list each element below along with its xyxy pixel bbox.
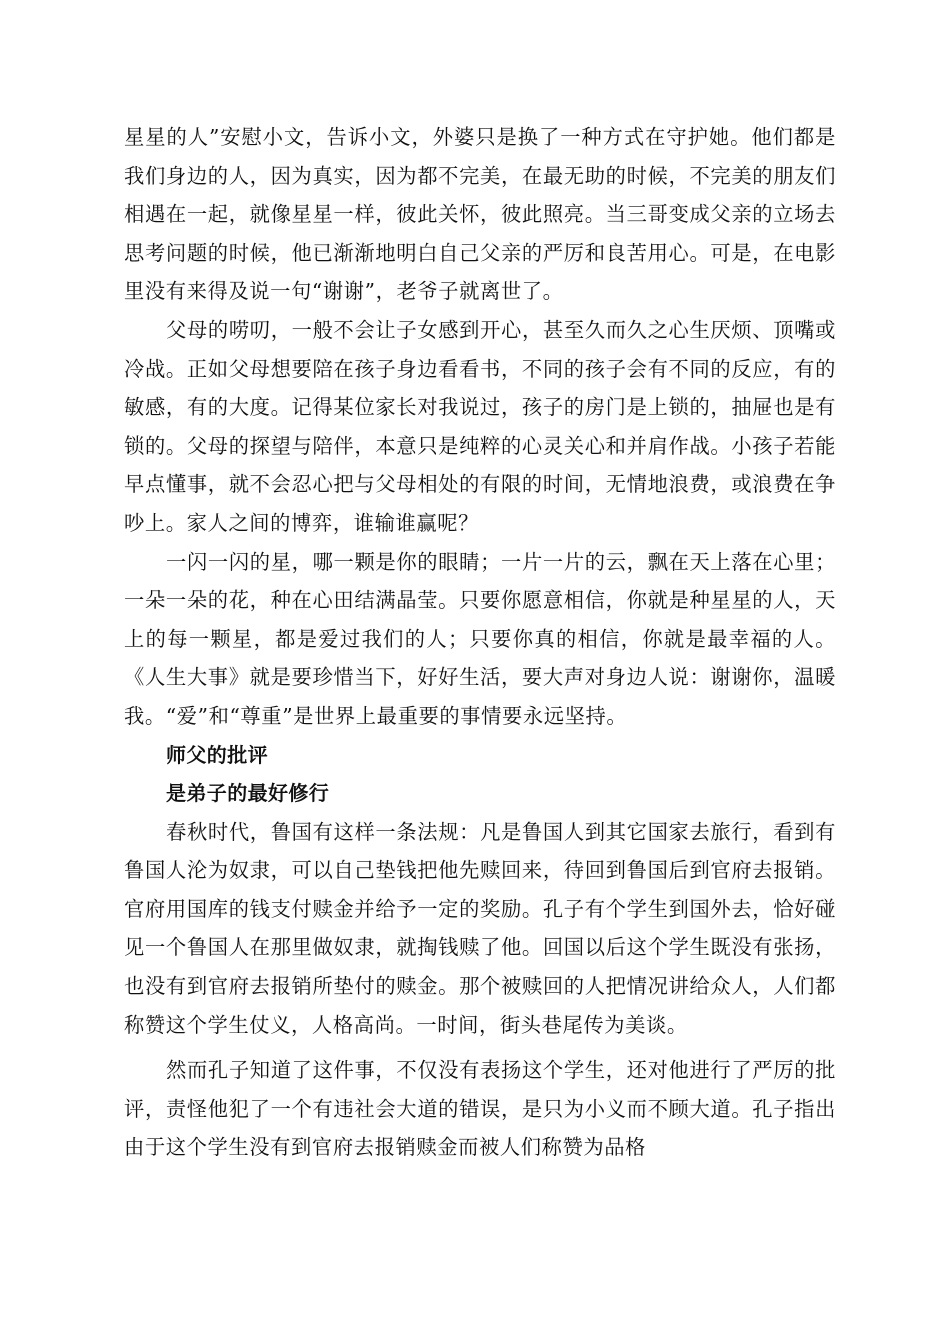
paragraph-4: 春秋时代，鲁国有这样一条法规：凡是鲁国人到其它国家去旅行，看到有鲁国人沦为奴隶，可以自己垫钱把他先赎回来，待回到鲁国后到官府去报销。官府用国库的钱支付赎金并给予一定的奖励。孔子有个学生到国外去，恰好碰见一个鲁国人在那里做奴隶，就掏钱赎了他。回国以后这个学生既没有张扬，也没有到官府去报销所垫付的赎金。那个被赎回的人把情况讲给众人，人们都称赞这个学生仗义，人格高尚。一时间，街头巷尾传为美谈。 [124, 819, 836, 1037]
document-page [124, 118, 836, 1167]
section-heading-line-2: 是弟子的最好修行 [166, 781, 330, 806]
paragraph-2: 父母的唠叨，一般不会让子女感到开心，甚至久而久之心生厌烦、顶嘴或冷战。正如父母想要陪在孩子身边看看书，不同的孩子会有不同的反应，有的敏感，有的大度。记得某位家长对我说过，孩子的房门是上锁的，抽屉也是有锁的。父母的探望与陪伴，本意只是纯粹的心灵关心和并肩作战。小孩子若能早点懂事，就不会忍心把与父母相处的有限的时间，无情地浪费，或浪费在争吵上。家人之间的博弈，谁输谁赢呢？ [124, 317, 836, 535]
paragraph-3: 一闪一闪的星，哪一颗是你的眼睛；一片一片的云，飘在天上落在心里；一朵一朵的花，种在心田结满晶莹。只要你愿意相信，你就是种星星的人，天上的每一颗星，都是爱过我们的人；只要你真的相信，你就是最幸福的人。《人生大事》就是要珍惜当下，好好生活，要大声对身边人说：谢谢你，温暖我。“爱”和“尊重”是世界上最重要的事情要永远坚持。 [124, 549, 836, 728]
paragraph-5: 然而孔子知道了这件事，不仅没有表扬这个学生，还对他进行了严厉的批评，责怪他犯了一个有违社会大道的错误，是只为小义而不顾大道。孔子指出由于这个学生没有到官府去报销赎金而被人们称赞为品格 [124, 1058, 836, 1160]
section-heading-line-1: 师父的批评 [166, 742, 268, 767]
paragraph-1: 星星的人”安慰小文，告诉小文，外婆只是换了一种方式在守护她。他们都是我们身边的人，因为真实，因为都不完美，在最无助的时候，不完美的朋友们相遇在一起，就像星星一样，彼此关怀，彼此照亮。当三哥变成父亲的立场去思考问题的时候，他已渐渐地明白自己父亲的严厉和良苦用心。可是，在电影里没有来得及说一句“谢谢”，老爷子就离世了。 [124, 125, 836, 304]
